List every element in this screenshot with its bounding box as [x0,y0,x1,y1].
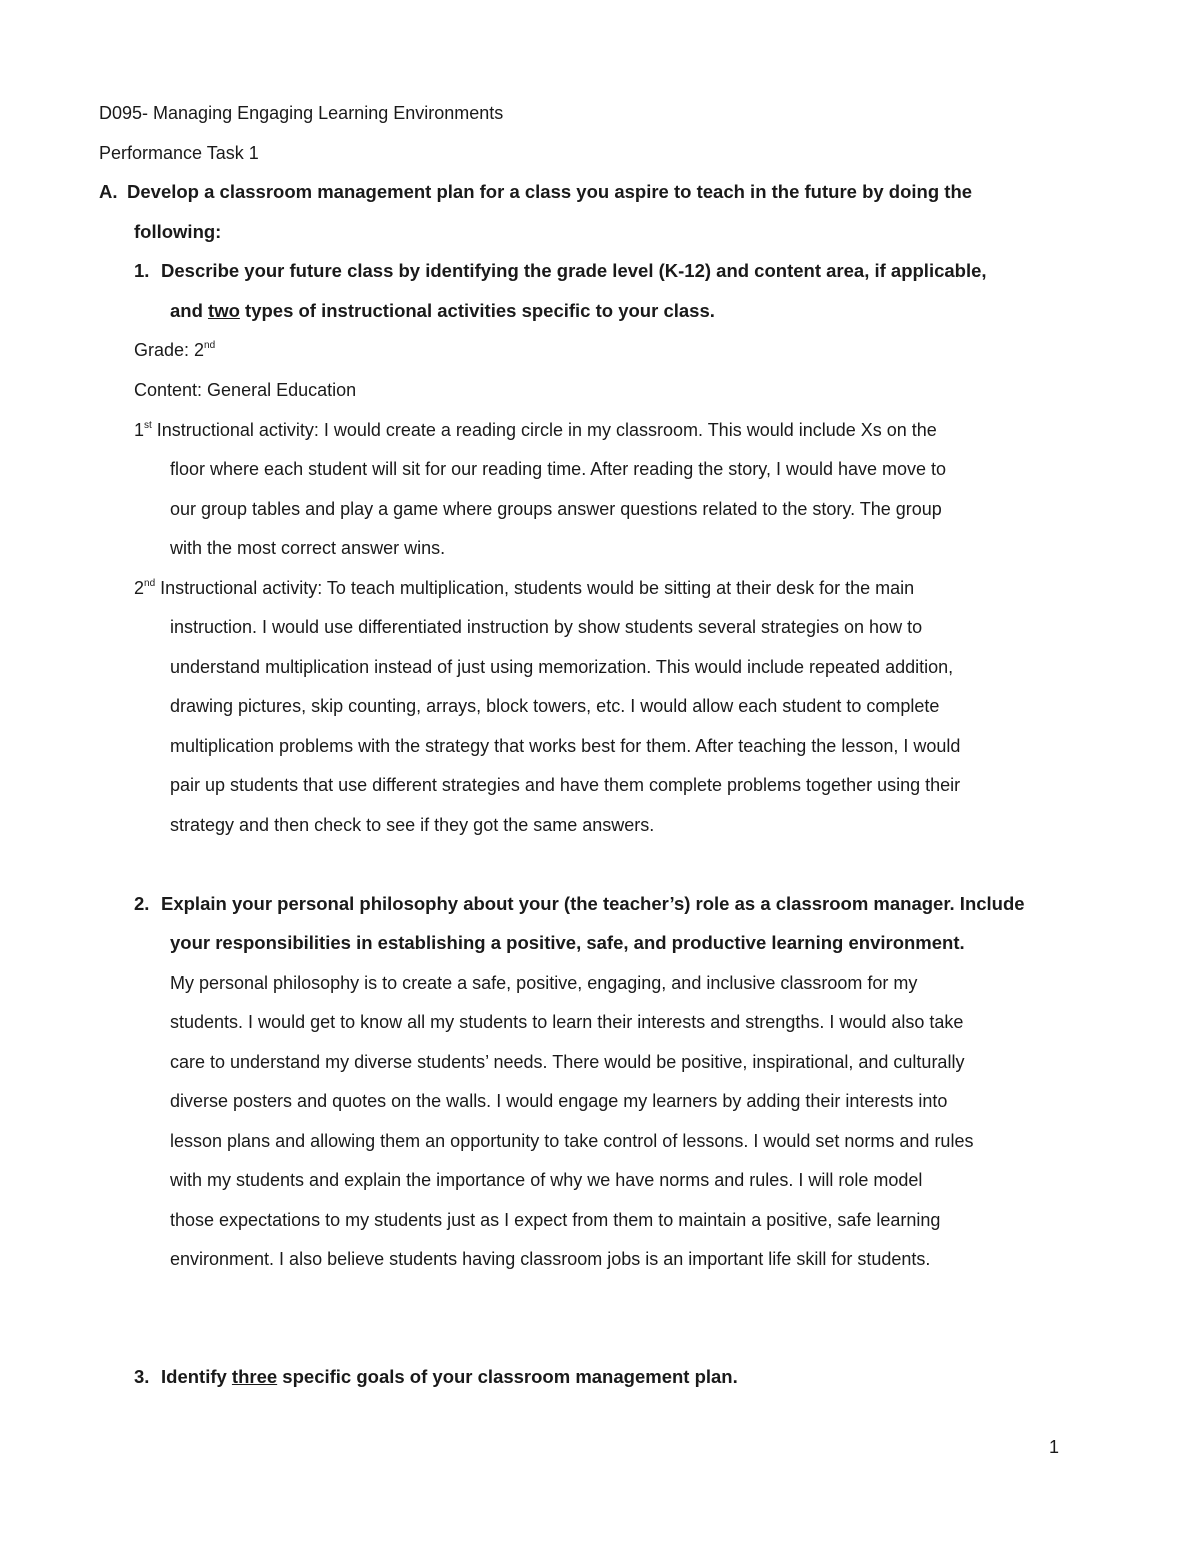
activity-2-line-4: drawing pictures, skip counting, arrays, block towers, etc. I would allow each student to complete [170,696,940,716]
item-1-prompt-line-2 [170,299,715,323]
activity-1-sup: st [144,420,152,431]
activity-2-line-1 [134,576,914,600]
section-a-prompt-line-2: following: [134,221,222,242]
page-number: 1 [1049,1437,1060,1457]
philosophy-line-6: with my students and explain the importance of why we have norms and rules. I will role model [170,1170,923,1190]
content-line: Content: General Education [134,380,357,400]
item-1-prompt-line-1: Describe your future class by identifying the grade level (K-12) and content area, if applicable, [161,260,987,281]
activity-2-line-5: multiplication problems with the strategy that works best for them. After teaching the lesson, I would [170,736,961,756]
philosophy-line-1: My personal philosophy is to create a safe, positive, engaging, and inclusive classroom for my [170,973,918,993]
philosophy-line-7: those expectations to my students just as I expect from them to maintain a positive, safe learning [170,1210,941,1230]
item-1-marker: 1. [134,260,150,281]
item-3-prompt-pre: Identify [161,1366,232,1387]
section-a-marker: A. [99,181,118,202]
grade-sup: nd [204,340,216,351]
item-3-marker: 3. [134,1366,150,1387]
activity-2-num: 2 [134,578,145,598]
grade-label: Grade: 2 [134,340,205,360]
item-2-marker: 2. [134,893,150,914]
item-2-prompt-line-1: Explain your personal philosophy about your (the teacher’s) role as a classroom manager. Include [161,893,1025,914]
activity-1-line-4: with the most correct answer wins. [170,538,446,558]
task-title: Performance Task 1 [99,143,259,163]
activity-1-num: 1 [134,420,145,440]
activity-2-text: Instructional activity: To teach multiplication, students would be sitting at their desk for the main [155,578,915,598]
item-2-prompt-line-2: your responsibilities in establishing a positive, safe, and productive learning environment. [170,932,965,953]
activity-1-line-2: floor where each student will sit for our reading time. After reading the story, I would have move to [170,459,947,479]
activity-1-line-1 [134,418,937,442]
philosophy-line-4: diverse posters and quotes on the walls. I would engage my learners by adding their interests into [170,1091,948,1111]
course-title: D095- Managing Engaging Learning Environments [99,103,504,123]
philosophy-line-3: care to understand my diverse students’ needs. There would be positive, inspirational, and culturally [170,1052,965,1072]
activity-1-text: Instructional activity: I would create a reading circle in my classroom. This would include Xs on the [151,420,937,440]
philosophy-line-5: lesson plans and allowing them an opportunity to take control of lessons. I would set norms and rules [170,1131,974,1151]
item-1-prompt-post: types of instructional activities specific to your class. [239,300,715,321]
item-3-prompt [161,1365,738,1389]
grade-line [134,338,215,362]
item-1-prompt-pre: and [170,300,209,321]
activity-2-sup: nd [144,578,156,589]
activity-2-line-2: instruction. I would use differentiated instruction by show students several strategies on how to [170,617,923,637]
activity-2-line-7: strategy and then check to see if they got the same answers. [170,815,655,835]
philosophy-line-8: environment. I also believe students having classroom jobs is an important life skill for students. [170,1249,931,1269]
item-3-prompt-post: specific goals of your classroom management plan. [277,1366,738,1387]
item-3-prompt-underlined: three [231,1366,278,1387]
item-1-prompt-underlined: two [208,300,240,321]
philosophy-line-2: students. I would get to know all my students to learn their interests and strengths. I would also take [170,1012,964,1032]
activity-1-line-3: our group tables and play a game where groups answer questions related to the story. The group [170,499,942,519]
activity-2-line-6: pair up students that use different strategies and have them complete problems together using their [170,775,961,795]
activity-2-line-3: understand multiplication instead of just using memorization. This would include repeated addition, [170,657,954,677]
section-a-prompt-line-1: Develop a classroom management plan for a class you aspire to teach in the future by doing the [127,181,973,202]
